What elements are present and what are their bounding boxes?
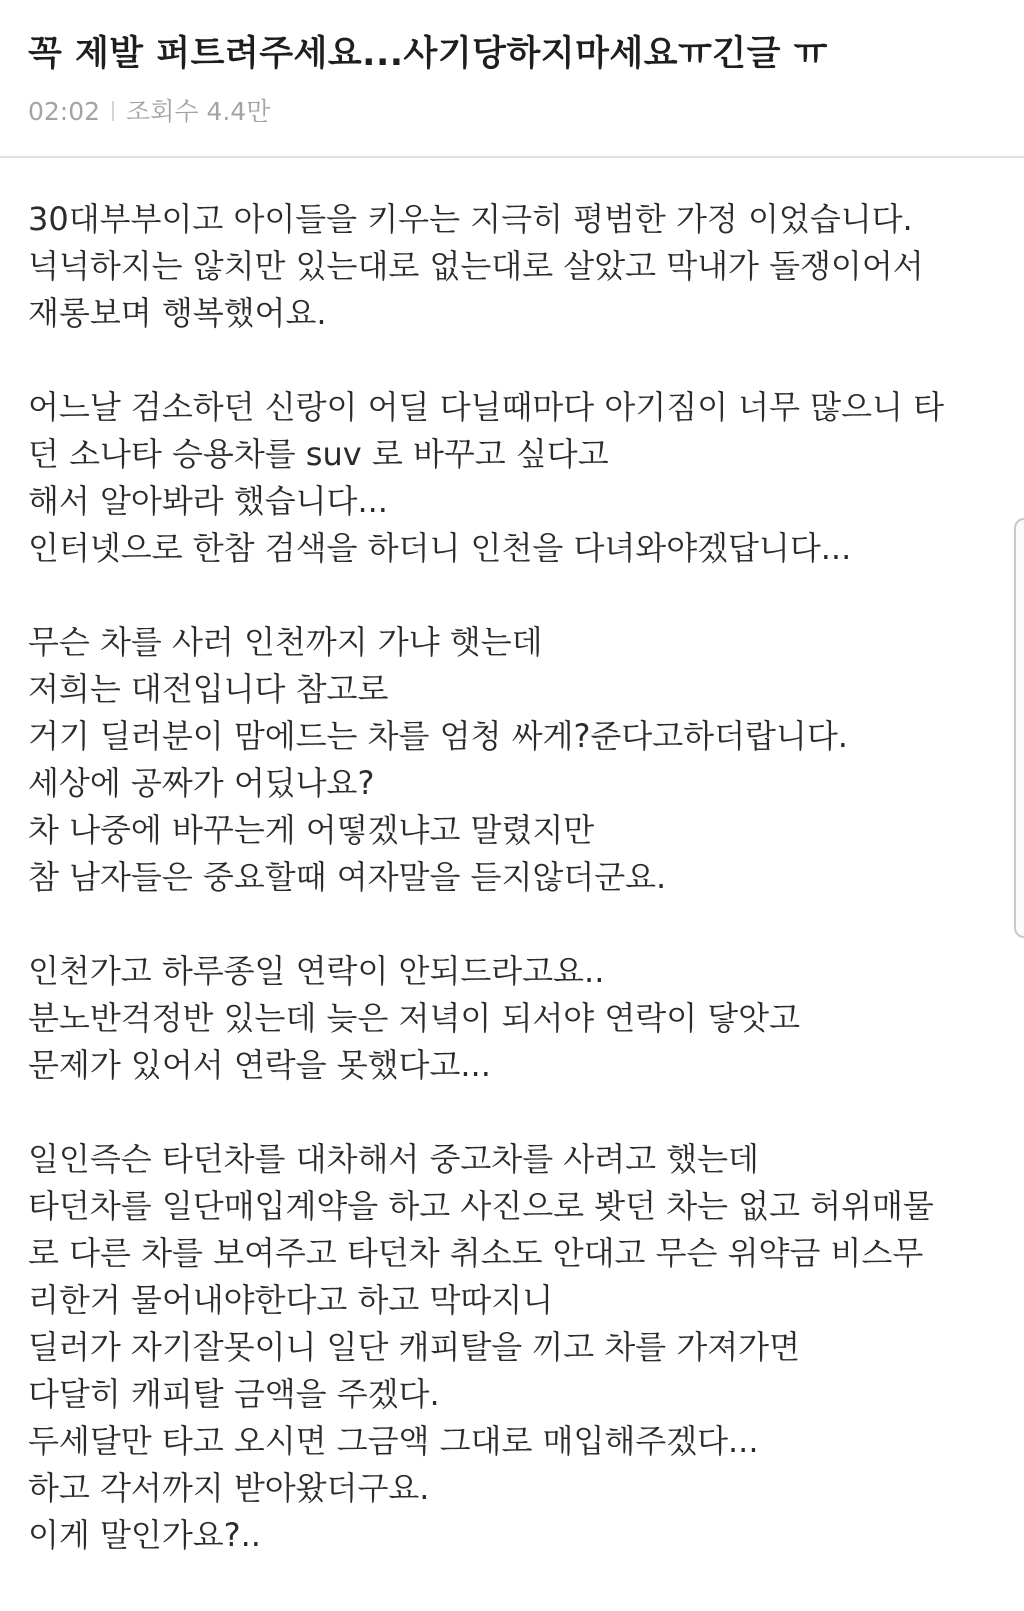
paragraph-line: 차 나중에 바꾸는게 어떻겠냐고 말렸지만	[28, 811, 595, 849]
paragraph-line: 로 다른 차를 보여주고 타던차 취소도 안대고 무슨 위약금 비스무	[28, 1234, 924, 1272]
post-paragraph	[28, 196, 1008, 337]
paragraph-line: 두세달만 타고 오시면 그금액 그대로 매입해주겠다...	[28, 1422, 759, 1460]
paragraph-line: 재롱보며 행복했어요.	[28, 294, 327, 332]
paragraph-line: 참 남자들은 중요할때 여자말을 듣지않더군요.	[28, 858, 667, 896]
paragraph-line: 문제가 있어서 연락을 못했다고...	[28, 1046, 491, 1084]
paragraph-line: 분노반걱정반 있는데 늦은 저녁이 되서야 연락이 닿앗고	[28, 999, 801, 1037]
paragraph-line: 인터넷으로 한참 검색을 하더니 인천을 다녀와야겠답니다...	[28, 529, 852, 567]
post-views: 조회수 4.4만	[126, 97, 271, 126]
paragraph-line: 해서 알아봐라 했습니다...	[28, 482, 388, 520]
paragraph-line: 세상에 공짜가 어딨나요?	[28, 764, 375, 802]
paragraph-line: 다달히 캐피탈 금액을 주겠다.	[28, 1375, 440, 1413]
post-paragraph	[28, 384, 1008, 572]
paragraph-line: 인천가고 하루종일 연락이 안되드라고요..	[28, 952, 605, 990]
paragraph-line: 하고 각서까지 받아왔더구요.	[28, 1469, 430, 1507]
paragraph-line: 넉넉하지는 않치만 있는대로 없는대로 살았고 막내가 돌쟁이어서	[28, 247, 924, 285]
post-paragraph	[28, 948, 1008, 1089]
meta-separator	[112, 101, 114, 121]
post-paragraph	[28, 619, 1008, 901]
post-paragraph	[28, 1136, 1008, 1559]
paragraph-line: 어느날 검소하던 신랑이 어딜 다닐때마다 아기짐이 너무 많으니 타	[28, 388, 945, 426]
paragraph-line: 던 소나타 승용차를 suv 로 바꾸고 싶다고	[28, 435, 609, 473]
paragraph-line: 저희는 대전입니다 참고로	[28, 670, 389, 708]
post-header	[0, 0, 1024, 158]
paragraph-line: 이게 말인가요?..	[28, 1516, 261, 1554]
post-body	[28, 196, 1008, 1606]
header-divider	[0, 156, 1024, 158]
post-title: 꼭 제발 퍼트려주세요...사기당하지마세요ㅠ긴글 ㅠ	[28, 34, 828, 74]
paragraph-line: 일인즉슨 타던차를 대차해서 중고차를 사려고 했는데	[28, 1140, 759, 1178]
post-meta	[28, 92, 270, 128]
scrollbar[interactable]	[1014, 518, 1024, 938]
paragraph-line: 30대부부이고 아이들을 키우는 지극히 평범한 가정 이었습니다.	[28, 200, 913, 238]
paragraph-line: 리한거 물어내야한다고 하고 막따지니	[28, 1281, 554, 1319]
paragraph-line: 무슨 차를 사러 인천까지 가냐 햇는데	[28, 623, 543, 661]
post-time: 02:02	[28, 97, 101, 126]
paragraph-line: 거기 딜러분이 맘에드는 차를 엄청 싸게?준다고하더랍니다.	[28, 717, 848, 755]
paragraph-line: 타던차를 일단매입계약을 하고 사진으로 봣던 차는 없고 허위매물	[28, 1187, 934, 1225]
paragraph-line: 딜러가 자기잘못이니 일단 캐피탈을 끼고 차를 가져가면	[28, 1328, 801, 1366]
